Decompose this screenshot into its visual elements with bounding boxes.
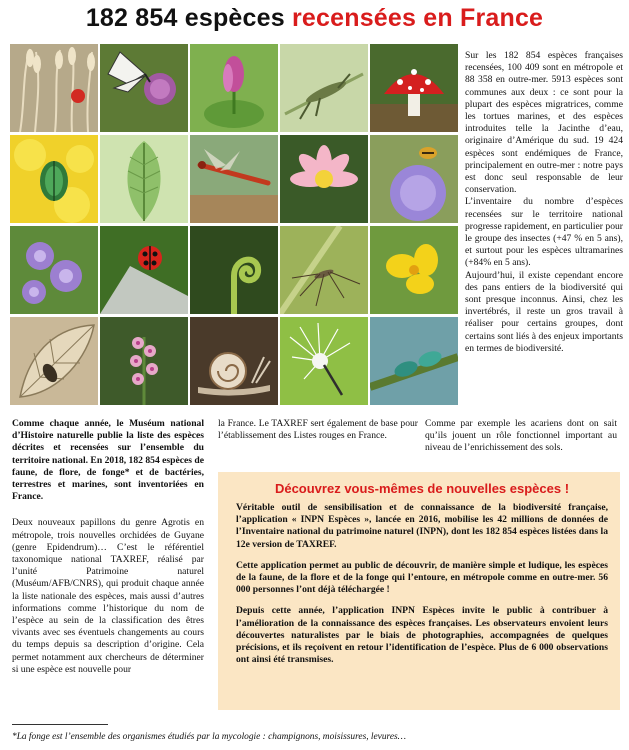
page-title xyxy=(0,4,629,33)
green-leaf-icon xyxy=(100,135,188,223)
grasshopper-icon xyxy=(280,44,368,132)
box-paragraph: Cette application permet au public de découvrir, de manière simple et ludique, les espèces de la faune, de la flore et de la fonge qui l’entoure, en métropole comme en outre-mer. 56 000 personnes l’ont déjà téléchargée ! xyxy=(236,559,608,596)
pink-orchid-icon xyxy=(100,317,188,405)
species-photo-grid xyxy=(10,44,461,407)
green-beetle-icon xyxy=(10,135,98,223)
bee-on-flower-icon xyxy=(370,135,458,223)
title-part-black: 182 854 espèces xyxy=(85,4,292,32)
leaf-skeleton-icon xyxy=(10,317,98,405)
snail-icon xyxy=(190,317,278,405)
white-butterfly-icon xyxy=(100,44,188,132)
article-column-2 xyxy=(218,418,418,442)
blue-beetles-icon xyxy=(370,317,458,405)
footnote-divider xyxy=(12,724,108,725)
article-column-3 xyxy=(425,418,617,455)
seed-heads-icon xyxy=(10,44,98,132)
title-part-red: recensées en France xyxy=(291,4,544,32)
box-paragraph: Véritable outil de sensibilisation et de connaissance de la biodiversité française, l’application « INPN Espèces », lancée en 2016, mobilise les 42 millions de données de l’Inventaire national du patrimoine naturel (INPN), dont les 182 854 espèces listées dans la 12e version de TAXREF. xyxy=(236,502,608,550)
dandelion-seed-icon xyxy=(280,317,368,405)
inpn-app-box xyxy=(218,472,620,710)
mosquito-icon xyxy=(280,226,368,314)
yellow-flower-icon xyxy=(370,226,458,314)
lead-paragraph: Comme chaque année, le Muséum national d’Histoire naturelle publie la liste des espèces décrites et recensées sur l’ensemble du territoire national. En 2018, 182 854 espèces de faune, de flore, de fonge* et de bactéries, terrestres et marines, sont inventoriées en France. xyxy=(12,418,204,503)
pink-orchid-bud-icon xyxy=(190,44,278,132)
red-mushroom-icon xyxy=(370,44,458,132)
paragraph: L’inventaire du nombre d’espèces recensées sur le territoire national progresse rapidement, en particulier pour le groupe des insectes (+47 % en 5 ans), et surtout pour les espèces ultramarines (+84% en 5 ans). xyxy=(465,196,623,269)
purple-phacelia-icon xyxy=(10,226,98,314)
paragraph: Aujourd’hui, il existe cependant encore des pans entiers de la biodiversité qui sont presque inconnus. Ainsi, chez les invertébrés, il reste un gros travail à réaliser pour certains groupes, dont certains sont liés à des enjeux importants en termes de biodiversité. xyxy=(465,269,623,354)
ladybird-icon xyxy=(100,226,188,314)
box-title: Découvrez vous-mêmes de nouvelles espèces ! xyxy=(274,481,570,496)
paragraph: Deux nouveaux papillons du genre Agrotis en métropole, trois nouvelles orchidées de Guyane (genre Epidendrum)… C’est le référentiel taxonomique national TAXREF, réalisé par l’unité Patrimoine naturel (Muséum/AFB/CNRS), qui produit chaque année la liste nationale des espèces, mais aussi d’autres informations comme l’historique du nom de l’espèce au sein de la classification des êtres vivants avec ses éventuels changements au cours du temps depuis sa description d’origine. Cela permet notamment aux chercheurs de déterminer si une espèce est nouvelle pour xyxy=(12,517,204,675)
fern-fiddlehead-icon xyxy=(190,226,278,314)
paragraph: la France. Le TAXREF sert également de base pour l’établissement des Listes rouges en France. xyxy=(218,418,418,442)
footnote: *La fonge est l’ensemble des organismes étudiés par la mycologie : champignons, moisissures, levures… xyxy=(12,732,406,742)
water-lily-icon xyxy=(280,135,368,223)
paragraph: Comme par exemple les acariens dont on sait qu’ils jouent un rôle fonctionnel important au niveau de l’enrichissement des sols. xyxy=(425,418,617,454)
red-dragonfly-icon xyxy=(190,135,278,223)
article-column-1 xyxy=(12,418,204,676)
paragraph: Sur les 182 854 espèces françaises recensées, 100 409 sont en métropole et 88 358 en outre-mer. 5913 espèces sont communes aux deux : ce sont pour la plupart des espèces migratrices, comme les tortues marines, et des espèces introduites telle la Jacinthe d’eau, originaire d’Amérique du sud. 19 424 espèces sont endémiques de France, principalement en outre-mer : notre pays est donc seul responsable de leur conservation. xyxy=(465,50,623,196)
box-paragraph: Depuis cette année, l’application INPN Espèces invite le public à contribuer à l’amélioration de la connaissance des espèces françaises. Les observateurs envoient leurs découvertes naturalistes par le biais de photographies, accompagnées de quelques précisions, et ils reçoivent en retour l’identification de l’espèce. Plus de 6 000 observations ont ainsi été transmises. xyxy=(236,605,608,666)
right-column-text xyxy=(465,50,623,355)
